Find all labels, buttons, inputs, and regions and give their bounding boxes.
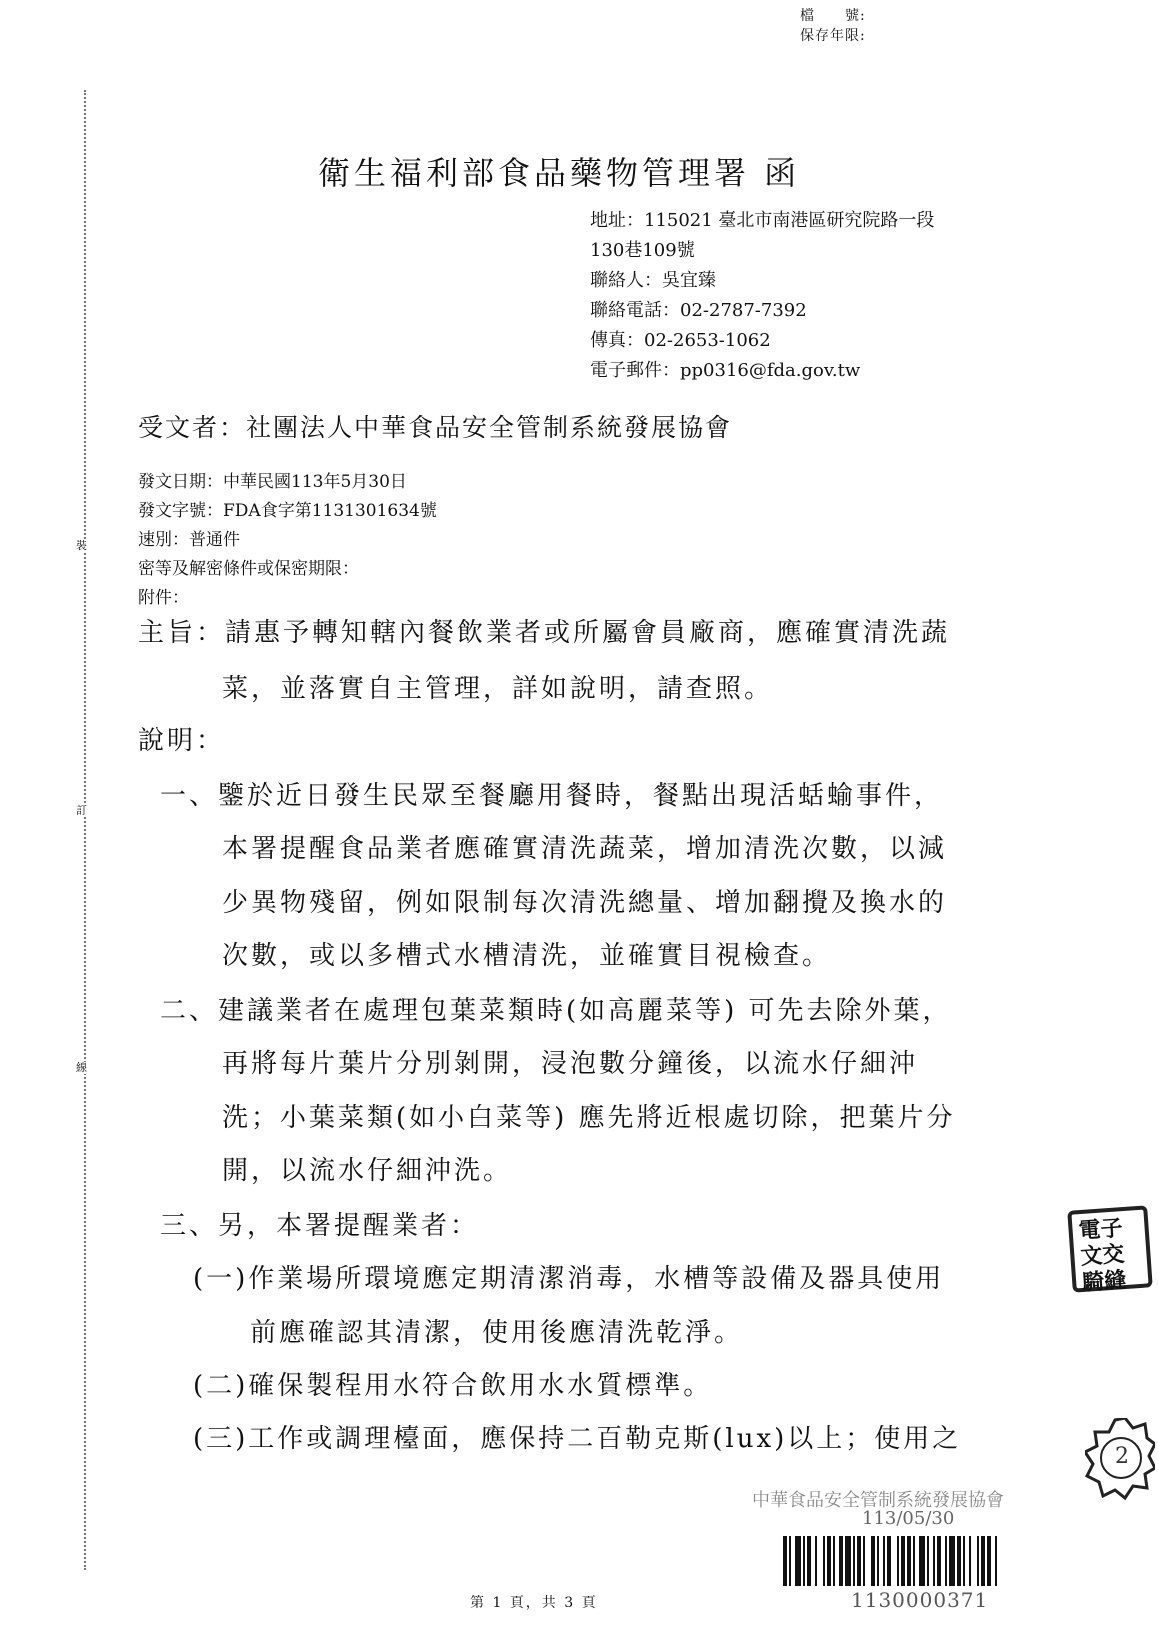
- barcode-bar: [919, 1536, 925, 1586]
- binding-mark-top: 裝: [76, 539, 87, 552]
- item1-line-2: 本署提醒食品業者應確實清洗蔬菜，增加清洗次數，以減: [222, 834, 948, 864]
- barcode-bar: [839, 1536, 843, 1586]
- item2-line-3: 洗；小葉菜類(如小白菜等) 應先將近根處切除，把葉片分: [222, 1103, 956, 1133]
- item2-line-2: 再將每片葉片分別剝開，浸泡數分鐘後，以流水仔細沖: [222, 1049, 919, 1079]
- barcode-bar: [877, 1536, 879, 1586]
- barcode-bar: [981, 1536, 985, 1586]
- barcode-bar: [907, 1536, 911, 1586]
- retention-label: 保存年限:: [800, 28, 866, 44]
- item3-sub1-line-2: 前應確認其清潔，使用後應清洗乾淨。: [250, 1318, 744, 1348]
- contact-person: 聯絡人：吳宜臻: [590, 270, 716, 291]
- document-meta: [138, 468, 437, 613]
- barcode-bar: [887, 1536, 891, 1586]
- item3-sub2: (二)確保製程用水符合飲用水水質標準。: [193, 1371, 713, 1401]
- contact-email: 電子郵件：pp0316@fda.gov.tw: [590, 360, 861, 381]
- cross-page-seal: [1067, 1205, 1153, 1296]
- contact-block: [590, 206, 934, 386]
- barcode-bar: [871, 1536, 875, 1586]
- receipt-stamp-text: 中華食品安全管制系統發展協會: [752, 1490, 1004, 1511]
- recipient: 受文者：社團法人中華食品安全管制系統發展協會: [138, 413, 733, 442]
- page-footer: 第 1 頁，共 3 頁: [470, 1595, 598, 1611]
- barcode-bar: [995, 1536, 997, 1586]
- barcode-bar: [857, 1536, 861, 1586]
- item3-sub1-line-1: (一)作業場所環境應定期清潔消毒，水槽等設備及器具使用: [193, 1264, 945, 1294]
- subject-line-2: 菜，並落實自主管理，詳如說明，請查照。: [222, 674, 774, 704]
- receipt-stamp-date: 113/05/30: [862, 1508, 955, 1529]
- barcode-bar: [901, 1536, 905, 1586]
- barcode-bar: [963, 1536, 965, 1586]
- document-number: 發文字號：FDA食字第1131301634號: [138, 501, 437, 521]
- seal-lettering: 電子 文交 騎縫: [1077, 1215, 1128, 1296]
- barcode-bar: [883, 1536, 885, 1586]
- item3-heading: 三、另，本署提醒業者：: [160, 1211, 480, 1241]
- binding-mark-bottom: 線: [76, 1061, 87, 1074]
- speed-class: 速別：普通件: [138, 530, 240, 550]
- item1-line-3: 少異物殘留，例如限制每次清洗總量、增加翻攪及換水的: [222, 888, 948, 918]
- barcode-bar: [949, 1536, 955, 1586]
- barcode-bar: [827, 1536, 831, 1586]
- barcode-bar: [853, 1536, 855, 1586]
- item3-sub3: (三)工作或調理檯面，應保持二百勒克斯(lux)以上；使用之: [193, 1424, 962, 1454]
- barcode-bar: [833, 1536, 835, 1586]
- secrecy-level: 密等及解密條件或保密期限：: [138, 559, 359, 579]
- barcode-bar: [945, 1536, 947, 1586]
- barcode-bar: [987, 1536, 991, 1586]
- barcode-bar: [969, 1536, 971, 1586]
- barcode-bar: [977, 1536, 979, 1586]
- barcode-number: 1130000371: [851, 1588, 989, 1612]
- barcode-bar: [807, 1536, 811, 1586]
- barcode-bar: [783, 1536, 787, 1586]
- barcode-bar: [897, 1536, 899, 1586]
- barcode-bar: [933, 1536, 935, 1586]
- binding-mark-middle: 訂: [76, 804, 87, 817]
- seal-number: 2: [1115, 1444, 1129, 1469]
- barcode-bar: [937, 1536, 941, 1586]
- item2-line-1: 二、建議業者在處理包葉菜類時(如高麗菜等) 可先去除外葉，: [160, 996, 952, 1026]
- explanation-label: 說明：: [138, 726, 226, 756]
- file-meta: [800, 6, 866, 46]
- barcode-bar: [957, 1536, 961, 1586]
- item2-line-4: 開，以流水仔細沖洗。: [222, 1156, 513, 1186]
- barcode-bar: [815, 1536, 817, 1586]
- binding-line: [84, 90, 86, 1570]
- receipt-seal: [1085, 1418, 1155, 1512]
- barcode-bar: [845, 1536, 851, 1586]
- subject-line-1: 主旨：請惠予轉知轄內餐飲業者或所屬會員廠商，應確實清洗蔬: [138, 618, 951, 648]
- attachment: 附件：: [138, 588, 189, 608]
- barcode-bar: [863, 1536, 865, 1586]
- issue-date: 發文日期：中華民國113年5月30日: [138, 472, 407, 492]
- barcode-bar: [913, 1536, 915, 1586]
- barcode: [783, 1536, 1063, 1586]
- barcode-bar: [823, 1536, 825, 1586]
- contact-phone: 聯絡電話：02-2787-7392: [590, 300, 807, 321]
- barcode-bar: [795, 1536, 801, 1586]
- address-line-1: 地址：115021 臺北市南港區研究院路一段: [590, 210, 935, 231]
- address-line-2: 130巷109號: [590, 240, 695, 261]
- item1-line-4: 次數，或以多槽式水槽清洗，並確實目視檢查。: [222, 941, 832, 971]
- file-number-label: 檔 號:: [800, 8, 866, 24]
- item1-line-1: 一、鑒於近日發生民眾至餐廳用餐時，餐點出現活蛞蝓事件，: [160, 781, 944, 811]
- agency-title: 衛生福利部食品藥物管理署 函: [318, 154, 801, 192]
- contact-fax: 傳真：02-2653-1062: [590, 330, 771, 351]
- barcode-bar: [927, 1536, 929, 1586]
- barcode-bar: [789, 1536, 791, 1586]
- barcode-bar: [803, 1536, 805, 1586]
